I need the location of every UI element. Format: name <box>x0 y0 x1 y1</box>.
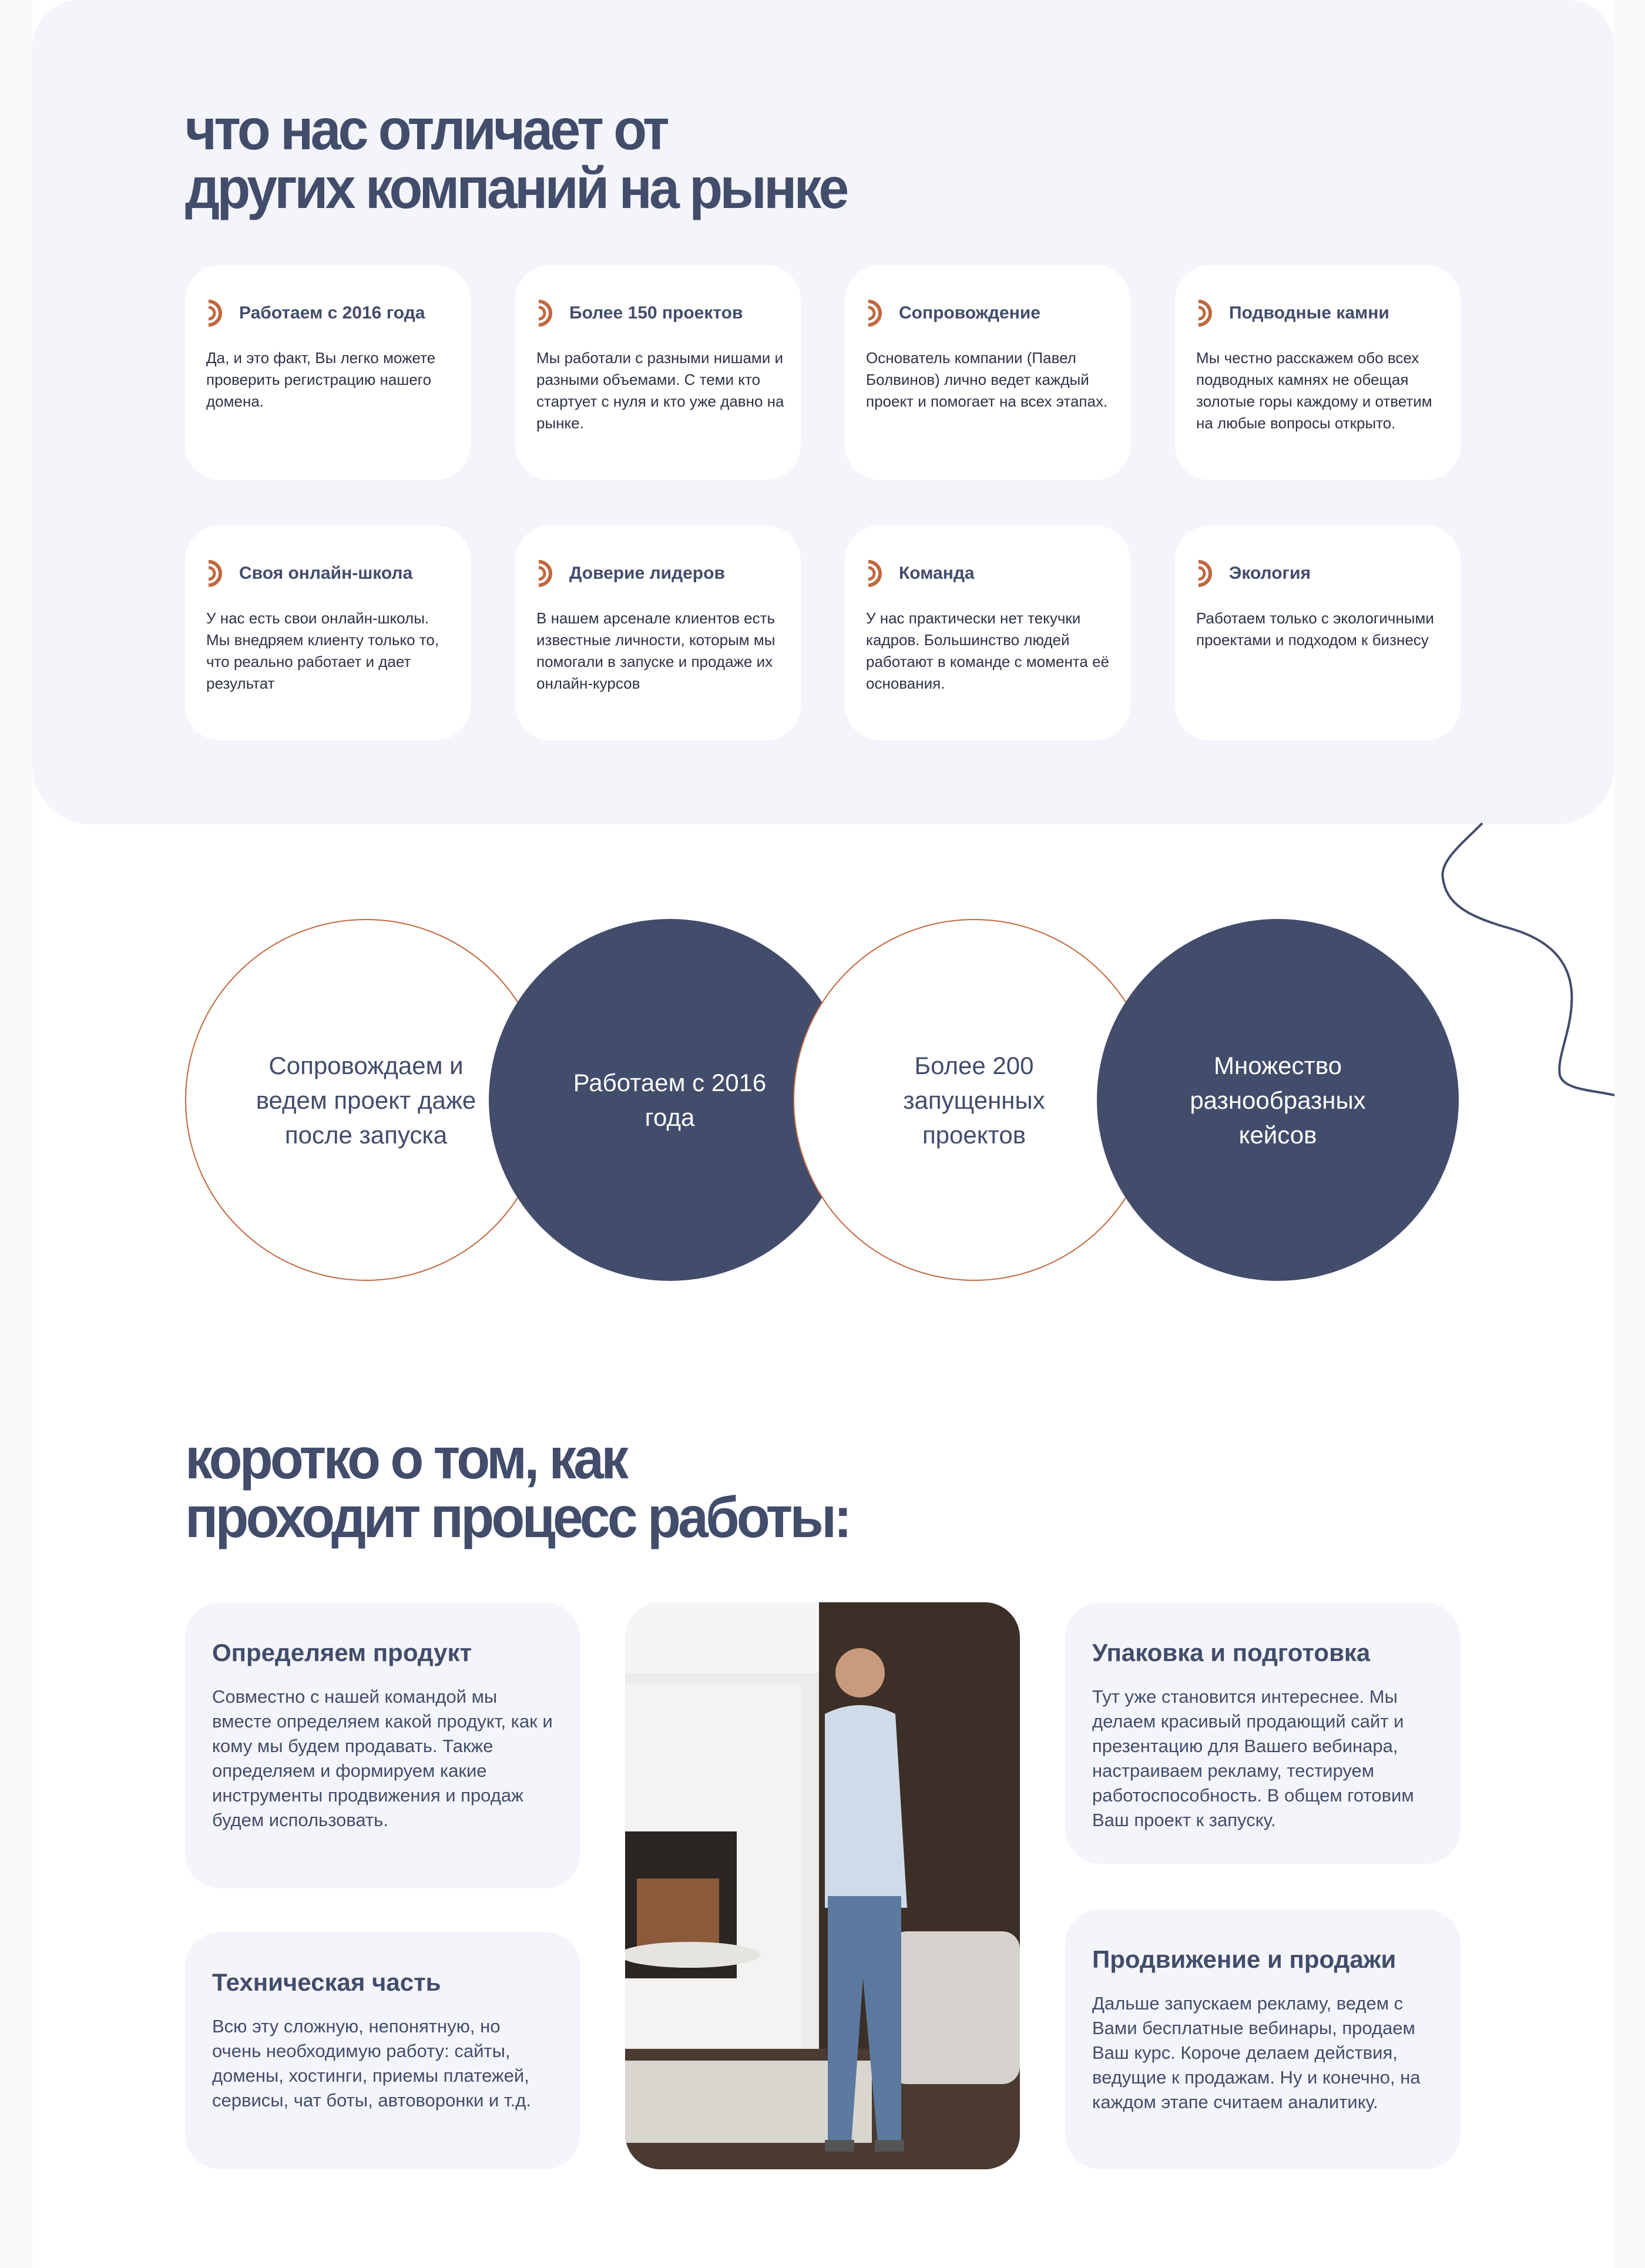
card-title: Подводные камни <box>1229 303 1389 323</box>
card-title: Своя онлайн-школа <box>239 563 413 583</box>
circle-text: Более 200 запущенных проектов <box>903 1051 1045 1149</box>
card-text: Мы честно расскажем обо всех подводных камнях не обещая золотые горы каждому и ответим на любые вопросы открыто. <box>1196 349 1432 432</box>
card-text: Мы работали с разными нишами и разными объемами. С теми кто стартует с нуля и кто уже давно на рынке. <box>536 349 784 432</box>
card-text: Работаем только с экологичными проектами и подходом к бизнесу <box>1196 609 1434 649</box>
step-title: Техническая часть <box>212 1968 441 1996</box>
card-text: У нас практически нет текучки кадров. Большинство людей работают в команде с момента её основания. <box>866 609 1110 692</box>
step-text: Совместно с нашей командой мы вместе определяем какой продукт, как и кому мы будем продавать. Также определяем и формируем какие инструменты продвижения и продаж будем использовать. <box>212 1686 553 1830</box>
card-title: Доверие лидеров <box>569 563 725 583</box>
card-text: У нас есть свои онлайн-школы. Мы внедряем клиенту только то, что реально работает и дает результат <box>206 609 439 692</box>
card-text: В нашем арсенале клиентов есть известные личности, которым мы помогали в запуске и продаже их онлайн-курсов <box>536 609 776 692</box>
step-title: Определяем продукт <box>212 1639 472 1666</box>
highlight-circle <box>1097 919 1459 1281</box>
card-title: Работаем с 2016 года <box>239 303 425 323</box>
card-title: Более 150 проектов <box>569 303 743 323</box>
step-card <box>1065 1909 1461 2169</box>
step-card <box>185 1602 580 1888</box>
circle-text: Множество разнообразных кейсов <box>1190 1051 1366 1149</box>
card-title: Сопровождение <box>899 303 1040 323</box>
circle-text: Работаем с 2016 года <box>573 1069 767 1131</box>
heading-line: коротко о том, как <box>185 1426 626 1491</box>
card-text: Основатель компании (Павел Болвинов) лично ведет каждый проект и помогает на всех этапах. <box>866 349 1108 410</box>
founder-photo <box>625 1602 1020 2169</box>
card-title: Команда <box>899 563 975 583</box>
step-title: Упаковка и подготовка <box>1092 1639 1371 1666</box>
step-text: Дальше запускаем рекламу, ведем с Вами бесплатные вебинары, продаем Ваш курс. Короче делаем действия, ведущие к продажам. Ну и конечно, на каждом этапе считаем аналитику. <box>1092 1993 1421 2112</box>
step-text: Тут уже становится интереснее. Мы делаем красивый продающий сайт и презентацию для Вашего вебинара, настраиваем рекламу, тестируем работоспособность. В общем готовим Ваш проект к запуску. <box>1092 1686 1414 1830</box>
card-title: Экология <box>1229 563 1311 583</box>
step-card <box>185 1932 580 2169</box>
circle-text: Сопровождаем и ведем проект даже после запуска <box>256 1051 476 1149</box>
heading-line: проходит процесс работы: <box>185 1485 850 1549</box>
heading-line: что нас отличает от <box>185 97 667 162</box>
step-card <box>1065 1602 1461 1864</box>
step-text: Всю эту сложную, непонятную, но очень необходимую работу: сайты, домены, хостинги, приемы платежей, сервисы, чат боты, автоворонки и т.д. <box>212 2016 531 2111</box>
process-heading <box>185 1426 850 1549</box>
step-title: Продвижение и продажи <box>1092 1945 1396 1973</box>
card-text: Да, и это факт, Вы легко можете проверить регистрацию нашего домена. <box>206 349 436 410</box>
heading-line: других компаний на рынке <box>185 156 847 220</box>
